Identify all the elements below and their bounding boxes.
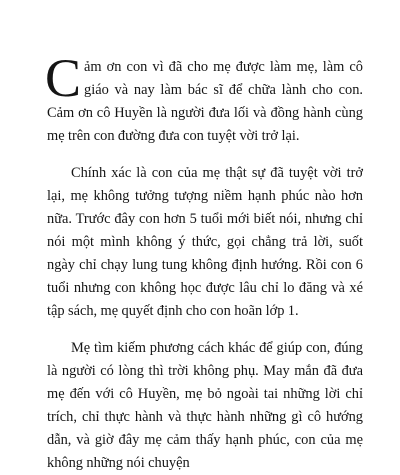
paragraph-1 <box>45 48 363 148</box>
paragraph-2: Chính xác là con của mẹ thật sự đã tuyệt vời trở lại, mẹ không tưởng tượng niềm hạnh phúc nào hơn nữa. Trước đây con hơn 5 tuổi mới biết nói, nhưng chỉ nói một mình không ý thức, gọi chẳng trả lời, suốt ngày chỉ chạy lung tung không định hướng. Rồi con 6 tuổi nhưng con không học được lâu chỉ lo đăng và xé tập sách, mẹ quyết định cho con hoãn lớp 1. <box>47 165 363 319</box>
paragraph-3: Mẹ tìm kiếm phương cách khác để giúp con, đúng là người có lòng thì trời không phụ. May mắn đã đưa mẹ đến với cô Huyền, mẹ bỏ ngoài tai những lời chỉ trích, chỉ thực hành và thực hành những gì cô hướng dẫn, và giờ đây mẹ cảm thấy hạnh phúc, con của mẹ không những nói chuyện <box>47 340 363 471</box>
body-text <box>45 48 363 475</box>
paragraph-1-text: ảm ơn con vì đã cho mẹ được làm mẹ, làm cô giáo và nay làm bác sĩ để chữa lành cho con. Cảm ơn cô Huyền là người đưa lối và đồng hành cùng mẹ trên con đường đưa con tuyệt vời trở lại. <box>47 59 363 144</box>
drop-cap: C <box>45 48 82 108</box>
